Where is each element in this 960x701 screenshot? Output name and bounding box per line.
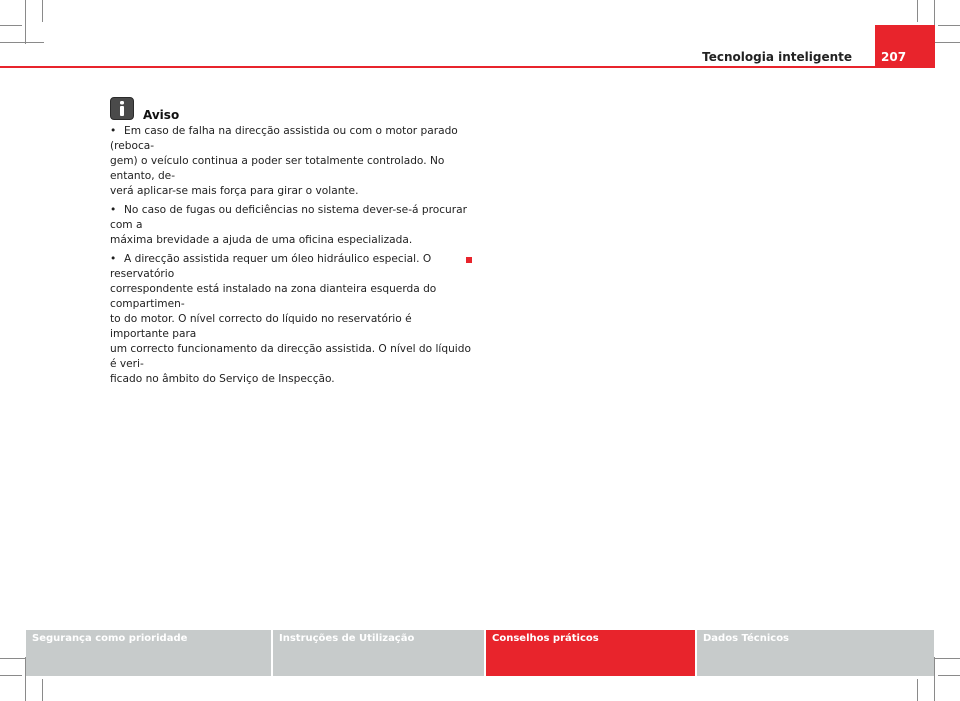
footer-tab-seguranca[interactable]: Segurança como prioridade <box>26 630 271 676</box>
header-rule <box>0 66 935 68</box>
crop-mark <box>42 0 43 22</box>
warning-paragraph: • No caso de fugas ou deficiências no sistema dever-se-á procurar com a máxima brevidade a ajuda de uma oficina especializada. <box>110 204 467 246</box>
crop-mark <box>42 679 43 701</box>
warning-paragraph: • Em caso de falha na direcção assistida ou com o motor parado (reboca- gem) o veículo continua a poder ser totalmente controlado. No entanto, de- verá aplicar-se mais força para girar o volante. <box>110 125 458 197</box>
footer-tab-instrucoes[interactable]: Instruções de Utilização <box>271 630 484 676</box>
crop-mark <box>917 0 918 22</box>
footer-tab-dados[interactable]: Dados Técnicos <box>695 630 934 676</box>
crop-mark <box>25 0 26 44</box>
crop-mark <box>917 679 918 701</box>
warning-heading: Aviso <box>143 108 180 122</box>
crop-mark <box>0 42 44 43</box>
bullet: • <box>110 204 117 216</box>
footer-nav <box>26 630 934 676</box>
page-number: 207 <box>881 50 907 64</box>
warning-paragraph: • A direcção assistida requer um óleo hidráulico especial. O reservatório correspondente está instalado na zona dianteira esquerda do compartimen- to do motor. O nível correcto do líquido no reservatório é importante para um correcto funcionamento da direcção assistida. O nível do líquido é veri- ficado no âmbito do Serviço de Inspecção. <box>110 253 471 385</box>
section-end-mark <box>466 257 472 263</box>
section-title: Tecnologia inteligente <box>702 50 852 64</box>
crop-mark <box>938 25 960 26</box>
bullet: • <box>110 253 117 265</box>
crop-mark <box>0 675 22 676</box>
crop-mark <box>0 25 22 26</box>
crop-mark <box>934 657 935 701</box>
crop-mark <box>938 675 960 676</box>
bullet: • <box>110 125 117 137</box>
footer-tab-conselhos[interactable]: Conselhos práticos <box>484 630 695 676</box>
info-hand-icon <box>110 97 134 120</box>
warning-text <box>110 124 472 391</box>
